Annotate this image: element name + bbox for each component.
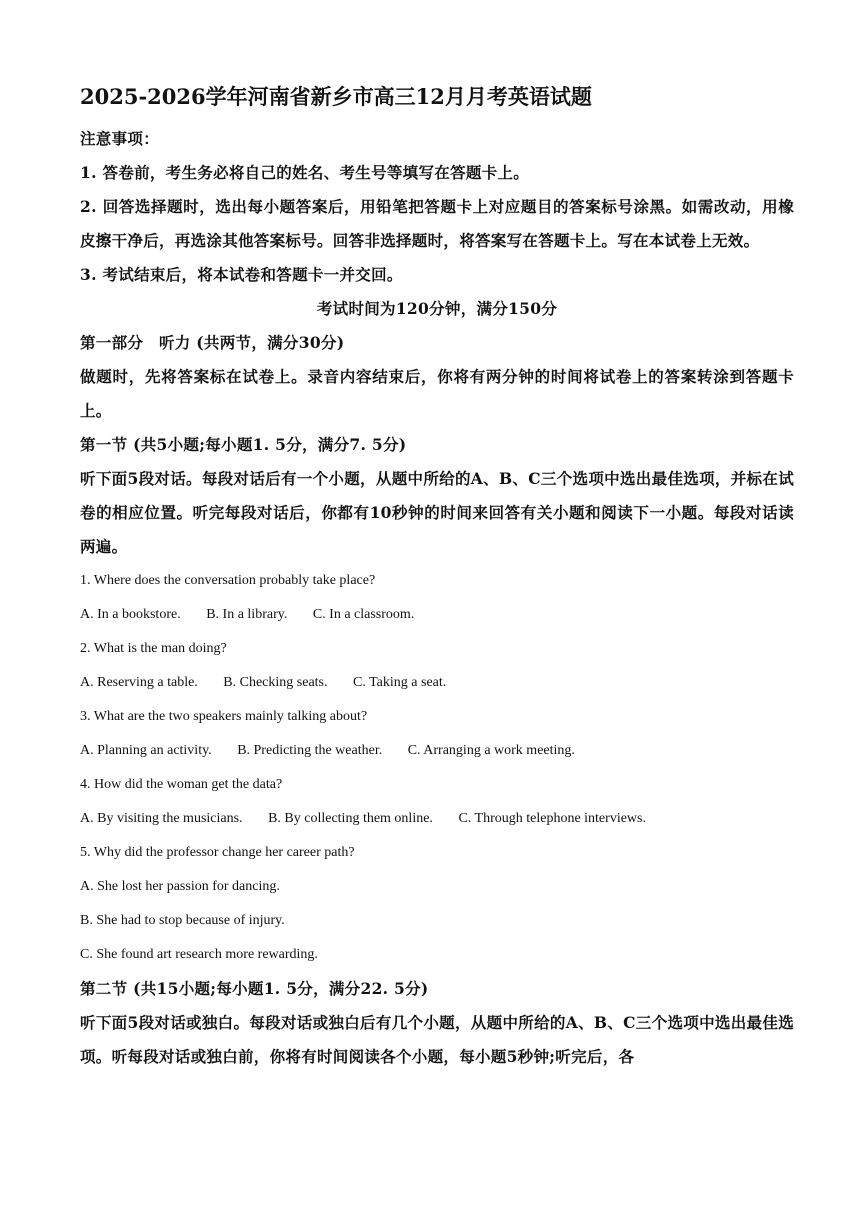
section2-heading: 第二节 (共15小题;每小题1. 5分，满分22. 5分) xyxy=(80,979,429,998)
option-b: B. Checking seats. xyxy=(223,675,328,690)
option-b: B. By collecting them online. xyxy=(268,811,433,826)
option-c: C. Arranging a work meeting. xyxy=(407,743,575,758)
notice-item: 1. 答卷前，考生务必将自己的姓名、考生号等填写在答题卡上。 xyxy=(80,163,530,182)
notice-item: 3. 考试结束后，将本试卷和答题卡一并交回。 xyxy=(80,265,403,284)
section1-instructions: 听下面5段对话。每段对话后有一个小题，从题中所给的A、B、C三个选项中选出最佳选项，并标在试卷的相应位置。听完每段对话后，你都有10秒钟的时间来回答有关小题和阅读下一小题。每段对话读两遍。 xyxy=(80,469,794,556)
option-a: A. By visiting the musicians. xyxy=(80,811,243,826)
notice-heading: 注意事项： xyxy=(80,129,160,148)
question-3: 3. What are the two speakers mainly talking about? xyxy=(80,709,368,724)
option-a: A. Planning an activity. xyxy=(80,743,212,758)
section1-heading: 第一节 (共5小题;每小题1. 5分，满分7. 5分) xyxy=(80,435,407,454)
question-2-options xyxy=(80,666,794,700)
exam-info: 考试时间为120分钟，满分150分 xyxy=(316,299,558,318)
question-2: 2. What is the man doing? xyxy=(80,641,227,656)
option-b: B. In a library. xyxy=(206,607,288,622)
option-b: B. Predicting the weather. xyxy=(237,743,383,758)
option-c: C. In a classroom. xyxy=(312,607,415,622)
question-1-options xyxy=(80,598,794,632)
question-4: 4. How did the woman get the data? xyxy=(80,777,283,792)
notice-item: 2. 回答选择题时，选出每小题答案后，用铅笔把答题卡上对应题目的答案标号涂黑。如需改动，用橡皮擦干净后，再选涂其他答案标号。回答非选择题时，将答案写在答题卡上。写在本试卷上无效。 xyxy=(80,197,794,250)
option-a: A. Reserving a table. xyxy=(80,675,198,690)
option-c: C. Taking a seat. xyxy=(353,675,447,690)
option-a: A. She lost her passion for dancing. xyxy=(80,879,280,894)
part1-instructions: 做题时，先将答案标在试卷上。录音内容结束后，你将有两分钟的时间将试卷上的答案转涂到答题卡上。 xyxy=(80,367,794,420)
option-a: A. In a bookstore. xyxy=(80,607,181,622)
question-1: 1. Where does the conversation probably take place? xyxy=(80,573,376,588)
option-b: B. She had to stop because of injury. xyxy=(80,913,285,928)
question-5: 5. Why did the professor change her career path? xyxy=(80,845,355,860)
option-c: C. Through telephone interviews. xyxy=(458,811,646,826)
part1-heading: 第一部分 听力 (共两节，满分30分) xyxy=(80,333,345,352)
document-title: 2025-2026学年河南省新乡市高三12月月考英语试题 xyxy=(80,84,592,109)
exam-page xyxy=(80,82,794,1074)
option-c: C. She found art research more rewarding. xyxy=(80,947,318,962)
question-3-options xyxy=(80,734,794,768)
question-4-options xyxy=(80,802,794,836)
section2-instructions: 听下面5段对话或独白。每段对话或独白后有几个小题，从题中所给的A、B、C三个选项中选出最佳选项。听每段对话或独白前，你将有时间阅读各个小题，每小题5秒钟;听完后，各 xyxy=(80,1013,794,1066)
